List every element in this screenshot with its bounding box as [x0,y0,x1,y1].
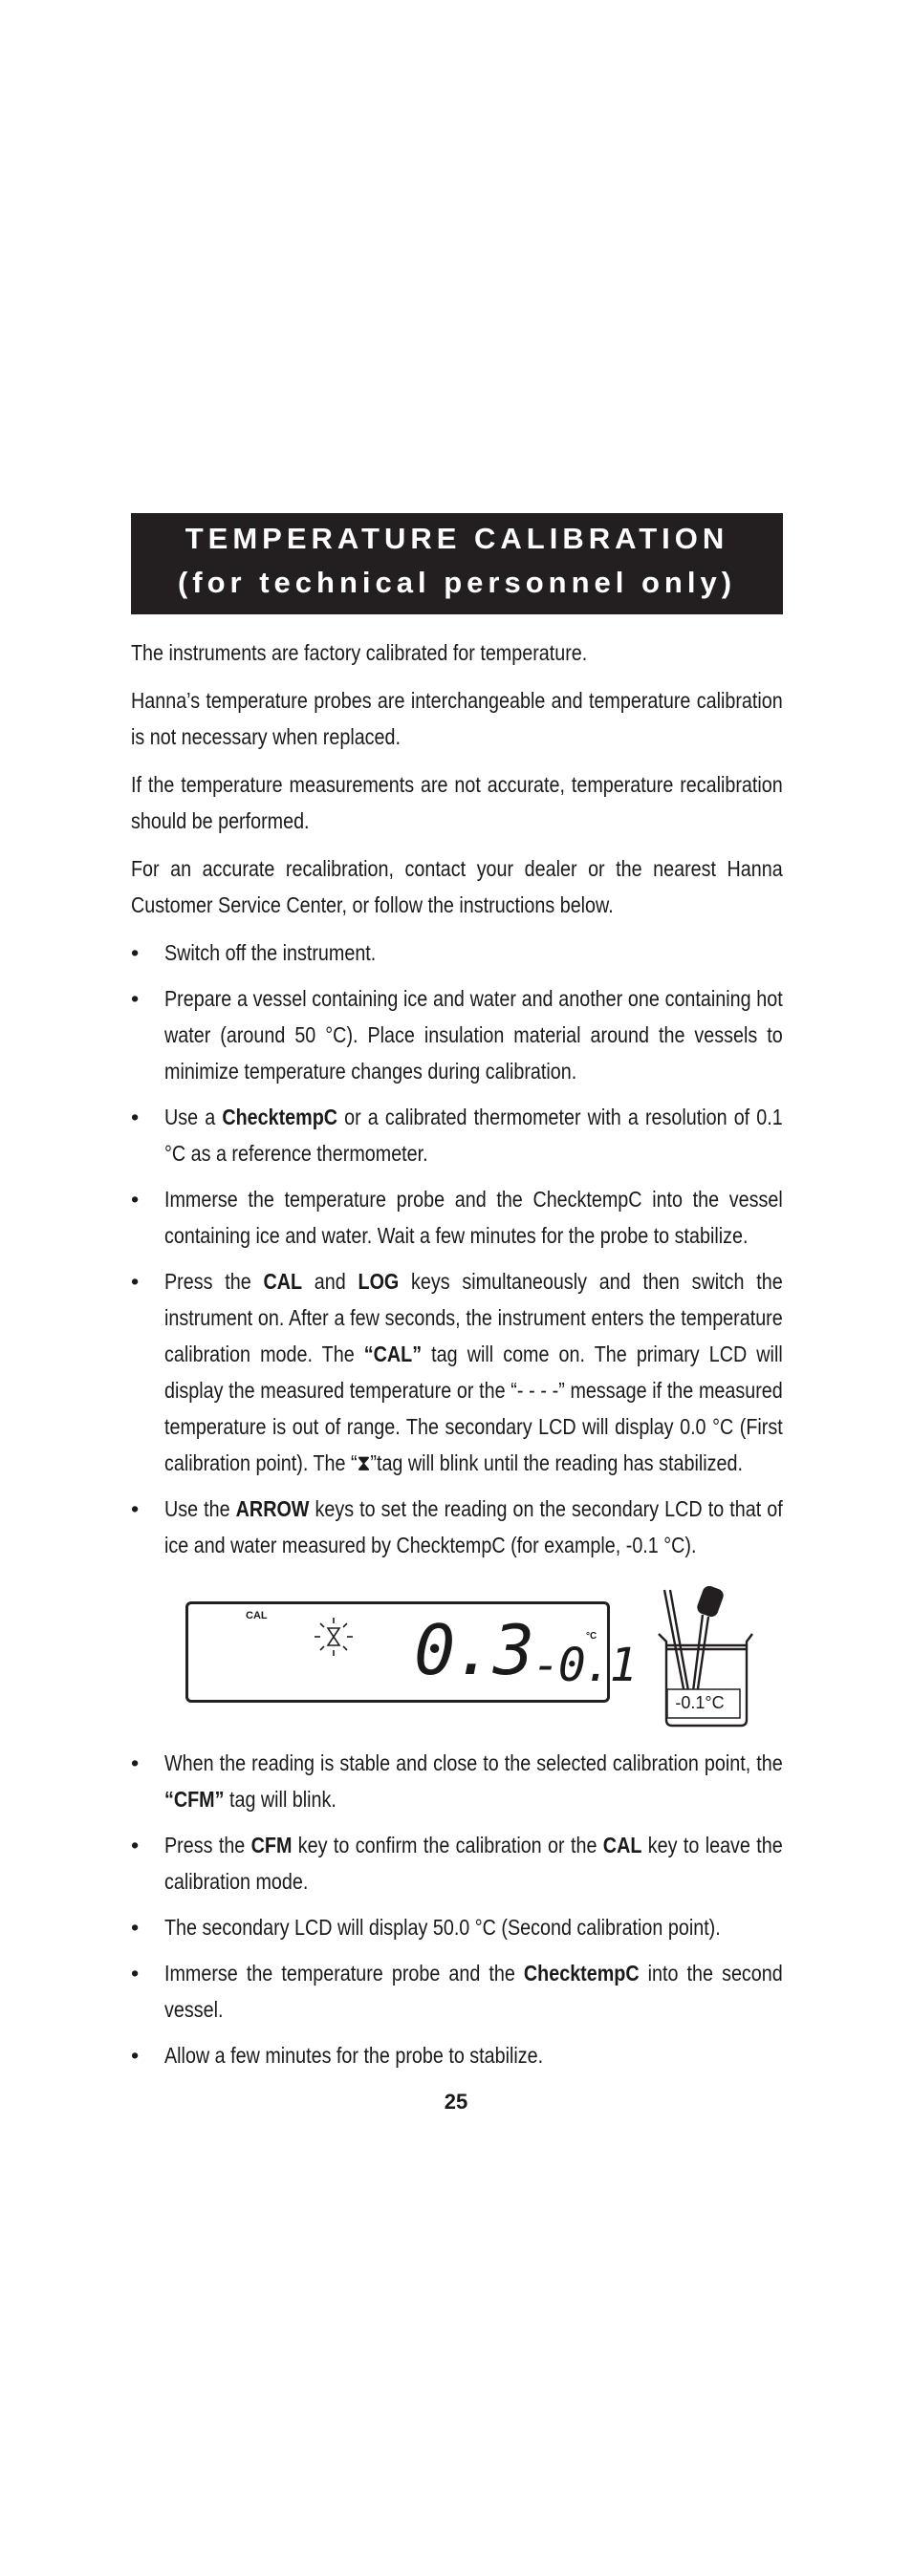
text-run: keys to set the reading on the secondary LCD to that of ice and water measured by ChecktempC (for example, -0.1 °C). [164,1496,783,1557]
list-item-text: The secondary LCD will display 50.0 °C (Second calibration point). [164,1915,721,1940]
list-item-text [164,1827,783,1900]
beaker-temperature-label: -0.1°C [675,1693,725,1712]
key-name: CAL [263,1269,303,1294]
product-name: ChecktempC [222,1105,338,1129]
list-item [131,1955,783,2028]
list-item [131,934,783,971]
text-run: and [302,1269,358,1294]
list-item [131,1263,783,1481]
body-text [131,634,783,2083]
product-name: ChecktempC [523,1961,640,1986]
tag-name: “CAL” [363,1342,423,1366]
list-item-text [164,1263,783,1481]
paragraph-1: The instruments are factory calibrated for temperature. [131,640,588,665]
list-item-text: Immerse the temperature probe and the ChecktempC into the vessel containing ice and water. Wait a few minutes for the probe to stabilize. [164,1187,783,1248]
list-item [131,1099,783,1171]
list-item-text: Switch off the instrument. [164,940,377,965]
text-run: Press the [164,1833,251,1857]
text-run: Use a [164,1105,223,1129]
lcd-primary-reading: 0.3 [414,1610,533,1690]
bullet-dot: • [131,1496,140,1521]
list-item [131,2037,783,2073]
paragraph-3: If the temperature measurements are not accurate, temperature recalibration should be performed. [131,772,783,833]
paragraph-2: Hanna’s temperature probes are interchangeable and temperature calibration is not necessary when replaced. [131,688,783,749]
list-item [131,1827,783,1900]
lcd-unit: °C [586,1631,597,1642]
key-name: CAL [602,1833,642,1857]
key-name: CFM [250,1833,293,1857]
header-subtitle: (for technical personnel only) [177,566,737,599]
bullet-dot: • [131,1833,140,1857]
text-run: Press the [164,1269,264,1294]
text-run: Use the [164,1496,236,1521]
bullet-dot: • [131,1750,140,1775]
list-item-text: Prepare a vessel containing ice and water and another one containing hot water (around 50 °C). Place insulation material around the vessels to minimize temperature changes during calibration. [164,986,783,1084]
hourglass-icon: ⧗ [357,1450,371,1475]
text-run: Immerse the temperature probe and the [164,1961,524,1986]
lcd-display [185,1601,636,1703]
page-number: 25 [444,2090,468,2114]
bullet-dot: • [131,1187,140,1212]
list-item [131,1491,783,1563]
bullet-dot: • [131,1105,140,1129]
list-item [131,1909,783,1945]
text-run: key to confirm the calibration or the [292,1833,603,1857]
tag-name: “CFM” [164,1787,225,1812]
list-item-text [164,1955,783,2028]
text-run: tag will come on. The primary LCD will display the measured temperature or the “- - - -” message if the measured temperature is out of range. The secondary LCD will display 0.0 °C (First calibration point). The “ [164,1342,783,1475]
list-item-text: Allow a few minutes for the probe to stabilize. [164,2043,544,2068]
list-item [131,1745,783,1817]
list-item [131,980,783,1089]
text-run: key to leave the calibration mode. [164,1833,783,1894]
paragraph-4: For an accurate recalibration, contact your dealer or the nearest Hanna Customer Service Center, or follow the instructions below. [131,856,783,917]
text-run: When the reading is stable and close to the selected calibration point, the [164,1750,783,1775]
section-header [131,513,783,614]
key-name: LOG [358,1269,400,1294]
list-item-text [164,1491,783,1563]
text-run: keys simultaneously and then switch the instrument on. After a few seconds, the instrument enters the temperature calibration mode. The [164,1269,783,1366]
bullet-dot: • [131,940,140,965]
lcd-cal-tag: CAL [246,1610,268,1621]
header-title: TEMPERATURE CALIBRATION [185,522,729,555]
lcd-figure [131,1586,783,1729]
text-run: or a calibrated thermometer with a resolution of 0.1 °C as a reference thermometer. [164,1105,783,1166]
list-item [131,1181,783,1254]
key-name: ARROW [235,1496,310,1521]
list-item-text [164,1099,783,1171]
bullet-dot: • [131,986,140,1011]
text-run: into the second vessel. [164,1961,783,2022]
blinking-hourglass-icon [313,1616,355,1658]
bullet-dot: • [131,1915,140,1940]
bullet-dot: • [131,1961,140,1986]
bullet-dot: • [131,2043,140,2068]
bullet-dot: • [131,1269,140,1294]
text-run: ”tag will blink until the reading has stabilized. [370,1450,743,1475]
lcd-secondary-reading: -0.1 [532,1639,636,1692]
list-item-text [164,1745,783,1817]
text-run: tag will blink. [224,1787,337,1812]
